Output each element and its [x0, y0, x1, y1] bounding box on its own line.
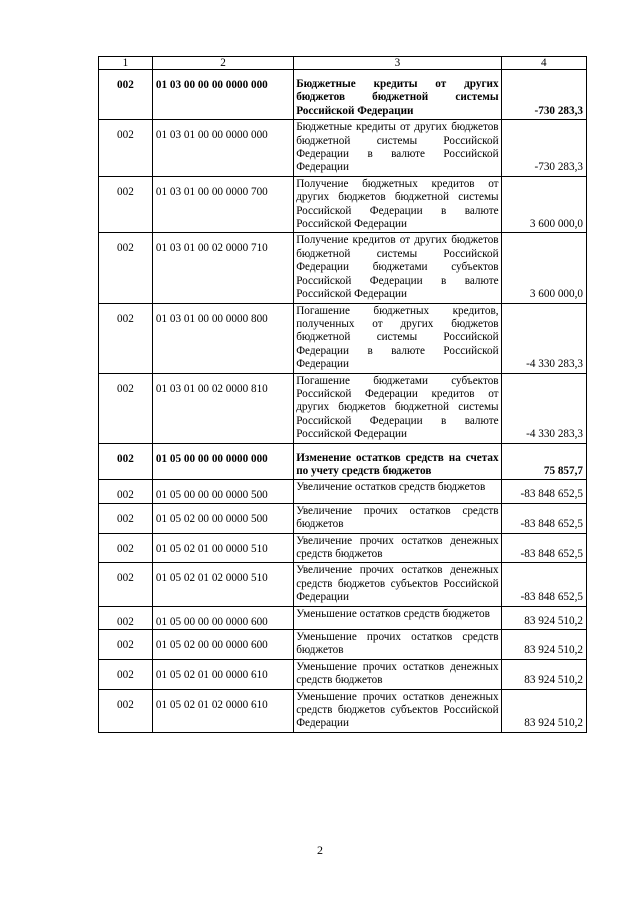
- amount-cell: -730 283,3: [501, 70, 586, 120]
- table-row: [99, 233, 587, 303]
- budget-code-cell: 01 03 01 00 02 0000 810: [152, 373, 293, 443]
- budget-code-cell: 01 05 02 00 00 0000 600: [152, 630, 293, 660]
- description-cell: Погашение бюджетами субъектов Российской Федерации кредитов от других бюджетов бюджетной системы Российской Федерации в валюте Российской Федерации: [294, 373, 501, 443]
- amount-cell: -83 848 652,5: [501, 480, 586, 503]
- amount-cell: 3 600 000,0: [501, 233, 586, 303]
- table-row: [99, 443, 587, 480]
- table-row: [99, 689, 587, 732]
- description-cell: Уменьшение прочих остатков денежных средств бюджетов субъектов Российской Федерации: [294, 689, 501, 732]
- amount-cell: -83 848 652,5: [501, 563, 586, 606]
- budget-sources-table: [98, 56, 587, 733]
- admin-code-cell: 002: [99, 233, 153, 303]
- description-cell: Получение кредитов от других бюджетов бюджетной системы Российской Федерации бюджетами субъектов Российской Федерации в валюте Российской Федерации: [294, 233, 501, 303]
- admin-code-cell: 002: [99, 303, 153, 373]
- amount-cell: -83 848 652,5: [501, 503, 586, 533]
- amount-cell: 83 924 510,2: [501, 630, 586, 660]
- page-number: 2: [317, 843, 323, 857]
- admin-code-cell: 002: [99, 689, 153, 732]
- column-number-4: 4: [501, 57, 586, 70]
- table-row: [99, 503, 587, 533]
- description-cell: Бюджетные кредиты от других бюджетов бюджетной системы Российской Федерации в валюте Российской Федерации: [294, 120, 501, 177]
- table-row: [99, 563, 587, 606]
- budget-code-cell: 01 03 01 00 00 0000 000: [152, 120, 293, 177]
- budget-table-container: [98, 56, 587, 733]
- admin-code-cell: 002: [99, 70, 153, 120]
- budget-code-cell: 01 03 01 00 00 0000 700: [152, 176, 293, 233]
- table-row: [99, 303, 587, 373]
- admin-code-cell: 002: [99, 503, 153, 533]
- budget-code-cell: 01 03 00 00 00 0000 000: [152, 70, 293, 120]
- amount-cell: 83 924 510,2: [501, 689, 586, 732]
- admin-code-cell: 002: [99, 630, 153, 660]
- budget-code-cell: 01 05 02 01 02 0000 510: [152, 563, 293, 606]
- table-row: [99, 373, 587, 443]
- description-cell: Получение бюджетных кредитов от других бюджетов бюджетной системы Российской Федерации в валюте Российской Федерации: [294, 176, 501, 233]
- amount-cell: 83 924 510,2: [501, 606, 586, 629]
- admin-code-cell: 002: [99, 120, 153, 177]
- table-row: [99, 120, 587, 177]
- table-row: [99, 176, 587, 233]
- budget-code-cell: 01 05 02 01 02 0000 610: [152, 689, 293, 732]
- budget-code-cell: 01 05 00 00 00 0000 600: [152, 606, 293, 629]
- amount-cell: -4 330 283,3: [501, 373, 586, 443]
- amount-cell: -4 330 283,3: [501, 303, 586, 373]
- admin-code-cell: 002: [99, 480, 153, 503]
- table-row: [99, 533, 587, 563]
- table-row: [99, 630, 587, 660]
- budget-code-cell: 01 05 02 01 00 0000 510: [152, 533, 293, 563]
- table-row: [99, 480, 587, 503]
- admin-code-cell: 002: [99, 176, 153, 233]
- budget-code-cell: 01 05 02 01 00 0000 610: [152, 659, 293, 689]
- budget-code-cell: 01 05 00 00 00 0000 000: [152, 443, 293, 480]
- table-row: [99, 659, 587, 689]
- description-cell: Уменьшение прочих остатков средств бюджетов: [294, 630, 501, 660]
- description-cell: Увеличение прочих остатков денежных средств бюджетов: [294, 533, 501, 563]
- admin-code-cell: 002: [99, 659, 153, 689]
- table-row: [99, 606, 587, 629]
- table-row: [99, 70, 587, 120]
- description-cell: Увеличение прочих остатков денежных средств бюджетов субъектов Российской Федерации: [294, 563, 501, 606]
- budget-code-cell: 01 03 01 00 02 0000 710: [152, 233, 293, 303]
- budget-code-cell: 01 05 02 00 00 0000 500: [152, 503, 293, 533]
- description-cell: Уменьшение прочих остатков денежных средств бюджетов: [294, 659, 501, 689]
- amount-cell: 83 924 510,2: [501, 659, 586, 689]
- admin-code-cell: 002: [99, 533, 153, 563]
- amount-cell: 75 857,7: [501, 443, 586, 480]
- description-cell: Бюджетные кредиты от других бюджетов бюджетной системы Российской Федерации: [294, 70, 501, 120]
- column-number-1: 1: [99, 57, 153, 70]
- column-number-2: 2: [152, 57, 293, 70]
- description-cell: Изменение остатков средств на счетах по учету средств бюджетов: [294, 443, 501, 480]
- budget-code-cell: 01 05 00 00 00 0000 500: [152, 480, 293, 503]
- admin-code-cell: 002: [99, 606, 153, 629]
- amount-cell: -83 848 652,5: [501, 533, 586, 563]
- admin-code-cell: 002: [99, 563, 153, 606]
- column-number-3: 3: [294, 57, 501, 70]
- amount-cell: -730 283,3: [501, 120, 586, 177]
- amount-cell: 3 600 000,0: [501, 176, 586, 233]
- description-cell: Погашение бюджетных кредитов, полученных от других бюджетов бюджетной системы Российской Федерации в валюте Российской Федерации: [294, 303, 501, 373]
- column-number-header-row: [99, 57, 587, 70]
- budget-code-cell: 01 03 01 00 00 0000 800: [152, 303, 293, 373]
- table-body: [99, 57, 587, 733]
- admin-code-cell: 002: [99, 443, 153, 480]
- description-cell: Увеличение прочих остатков средств бюджетов: [294, 503, 501, 533]
- description-cell: Увеличение остатков средств бюджетов: [294, 480, 501, 503]
- description-cell: Уменьшение остатков средств бюджетов: [294, 606, 501, 629]
- admin-code-cell: 002: [99, 373, 153, 443]
